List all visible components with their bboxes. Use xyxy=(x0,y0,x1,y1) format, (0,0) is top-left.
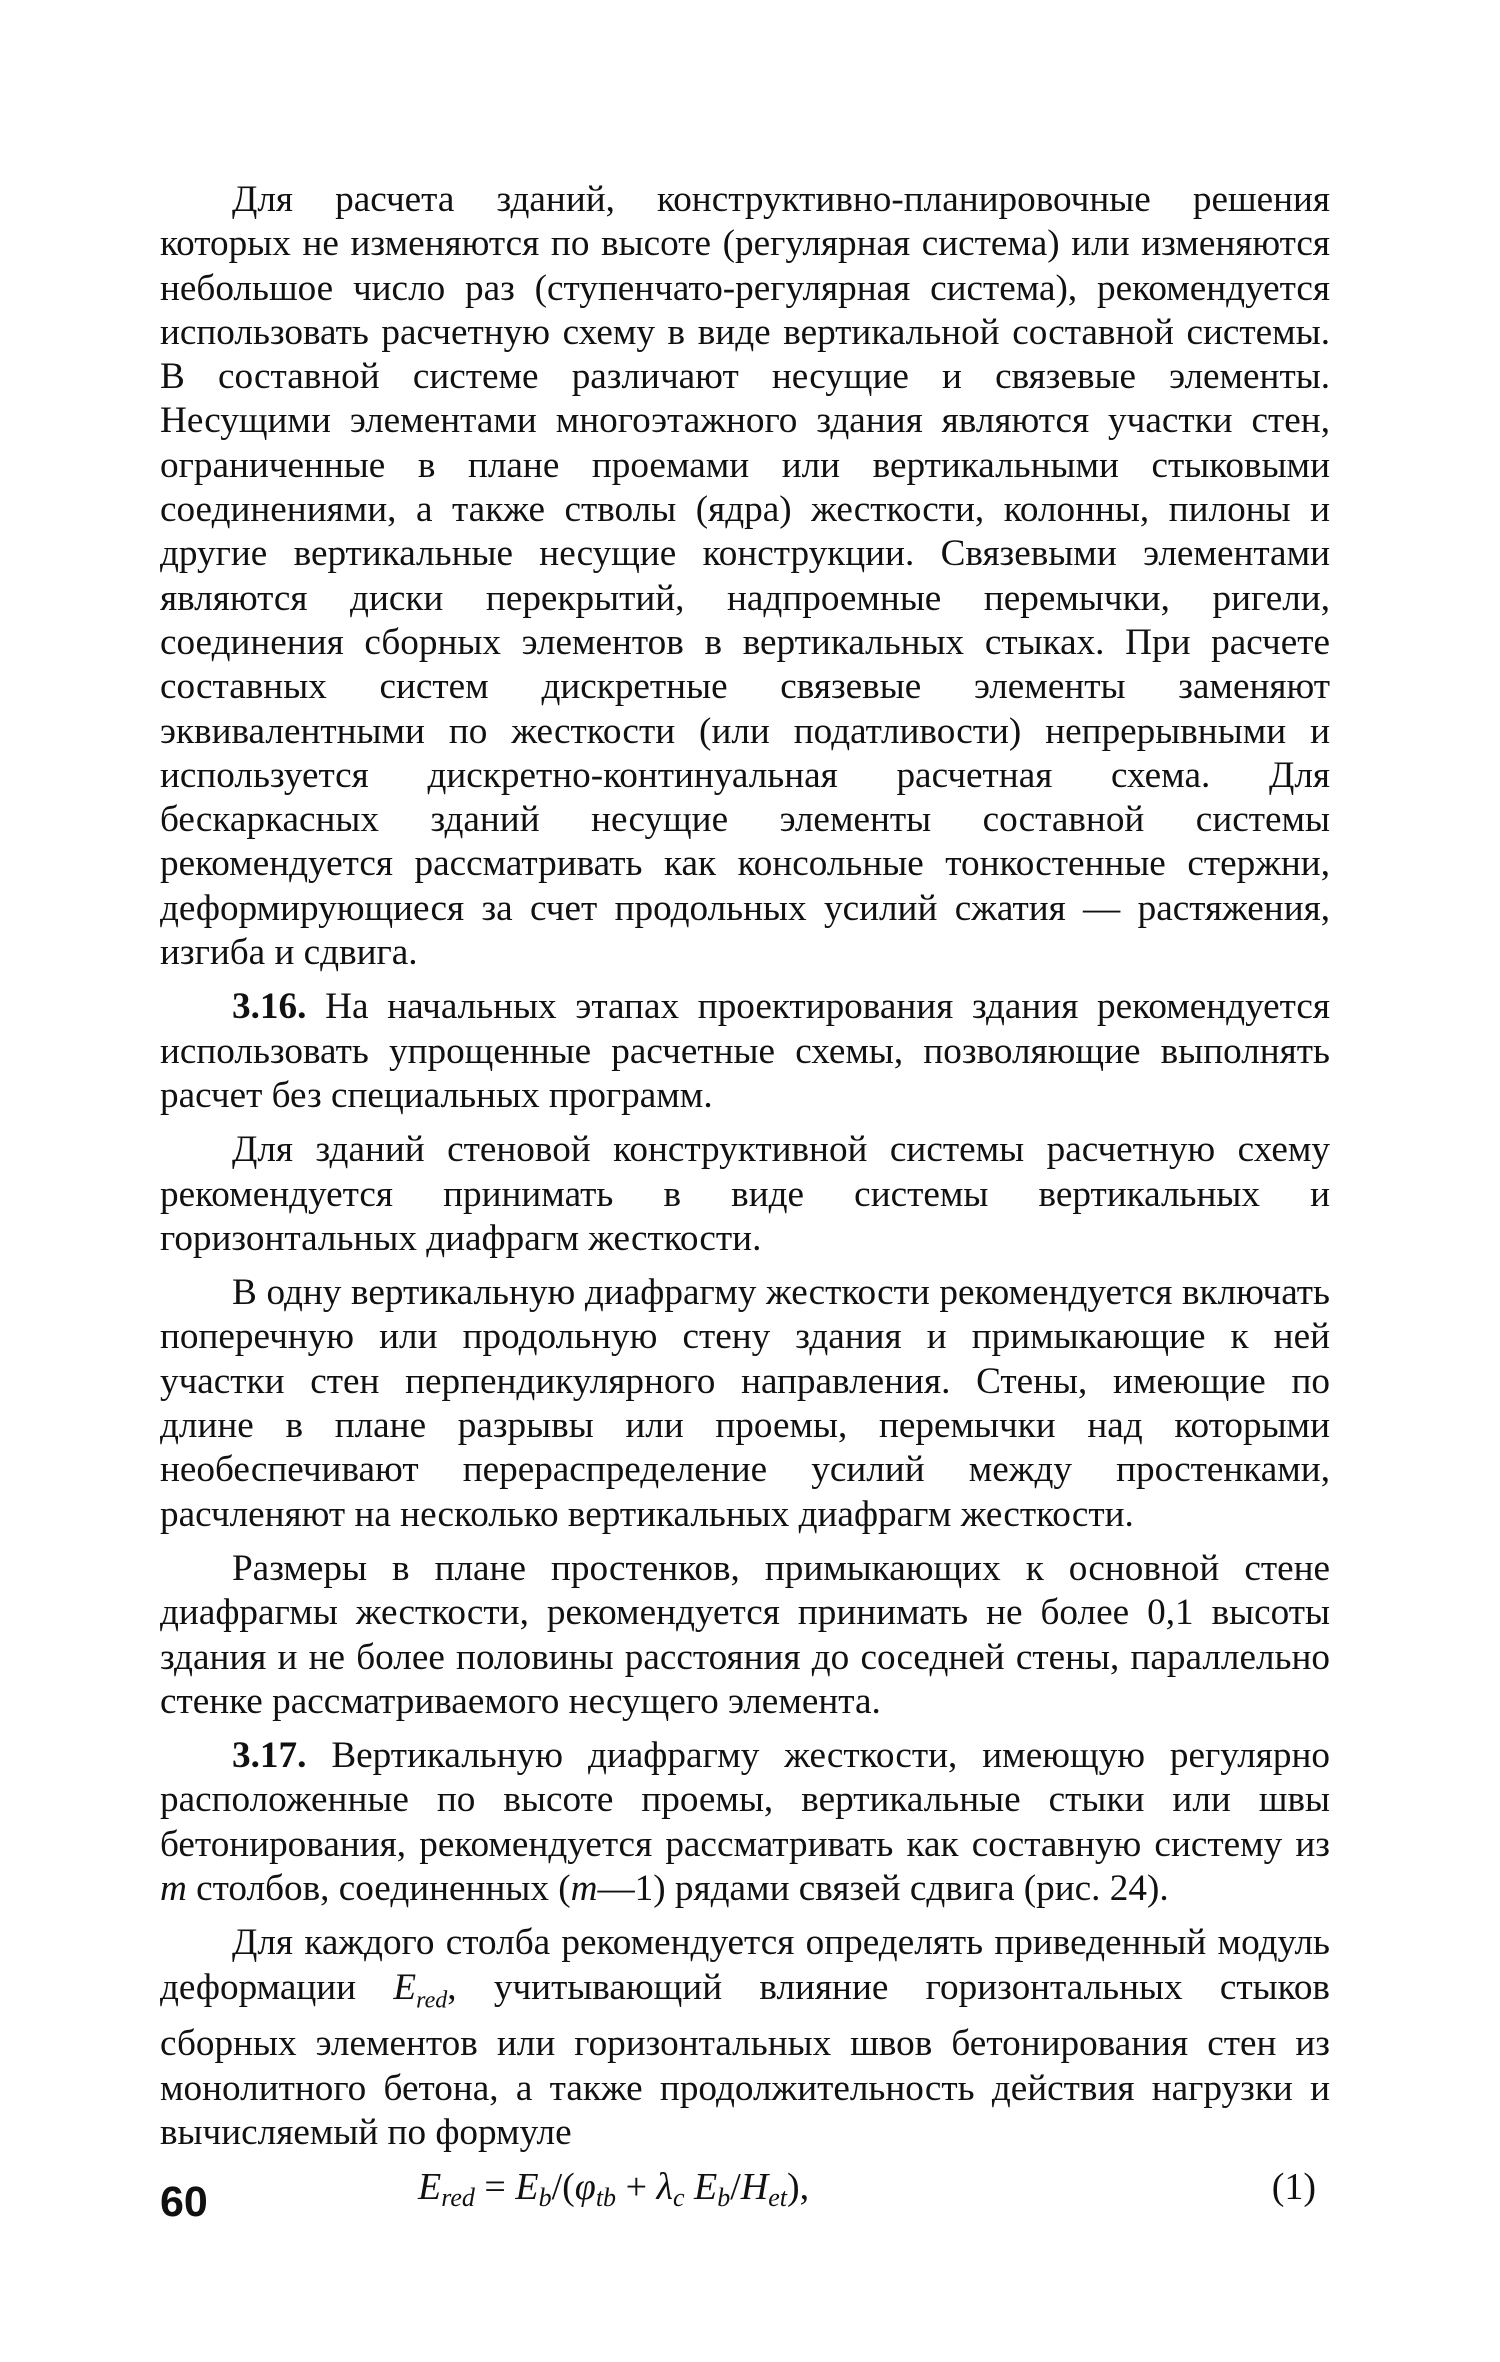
formula-row xyxy=(160,2161,1330,2219)
equation-number: (1) xyxy=(1271,2166,1316,2209)
page-body xyxy=(160,178,1330,2219)
paragraph-vertical-diaphragm: В одну вертикальную диафрагму жесткости рекомендуется включать поперечную или продольную стену здания и примыкающие к ней участки стен перпендикулярного направления. Стены, имеющие по длине в плане разрывы или проемы, перемычки над которыми необеспечивают перераспределение усилий между простенками, расчленяют на несколько вертикальных диафрагм жесткости. xyxy=(160,1272,1330,1535)
paragraph-computational-scheme: Для расчета зданий, конструктивно-планировочные решения которых не изменяются по высоте (регулярная система) или изменяются небольшое число раз (ступенчато-регулярная система), рекомендуется использовать расчетную схему в виде вертикальной составной системы. В составной системе различают несущие и связевые элементы. Несущими элементами многоэтажного здания являются участки стен, ограниченные в плане проемами или вертикальными стыковыми соединениями, а также стволы (ядра) жесткости, колонны, пилоны и другие вертикальные несущие конструкции. Связевыми элементами являются диски перекрытий, надпроемные перемычки, ригели, соединения сборных элементов в вертикальных стыках. При расчете составных систем дискретные связевые элементы заменяют эквивалентными по жесткости (или податливости) непрерывными и используется дискретно-континуальная расчетная схема. Для бескаркасных зданий несущие элементы составной системы рекомендуется рассматривать как консольные тонкостенные стержни, деформирующиеся за счет продольных усилий сжатия — растяжения, изгиба и сдвига. xyxy=(160,179,1330,974)
paragraph-reduced-modulus-text-b: , учитывающий влияние горизонтальных стыков сборных элементов или горизонтальных швов бетонирования стен из монолитного бетона, а также продолжительность действия нагрузки и вычисляемый по формуле xyxy=(160,1966,1330,2153)
paragraph-pier-dimensions: Размеры в плане простенков, примыкающих к основной стене диафрагмы жесткости, рекомендуется принимать не более 0,1 высоты здания и не более половины расстояния до соседней стены, параллельно стенке рассматриваемого несущего элемента. xyxy=(160,1547,1330,1722)
variable-e-red: $E_{red}$ xyxy=(393,1966,448,2014)
paragraph-reduced-modulus xyxy=(160,1921,1330,2155)
formula-e-red: $E_{red} = E_b/(\varphi_{tb} + \lambda_c$ $E_b/H_{et}$), xyxy=(418,2166,810,2213)
paragraph-reduced-modulus-text-a: Для каждого столба рекомендуется определять приведенный модуль деформации xyxy=(160,1922,1330,2008)
paragraph-3-17-text-a: Вертикальную диафрагму жесткости, имеющую регулярно расположенные по высоте проемы, вертикальные стыки или швы бетонирования, рекомендуется рассматривать как составную систему из xyxy=(160,1735,1330,1865)
variable-m: m xyxy=(160,1867,187,1909)
page-number: 60 xyxy=(160,2178,208,2226)
paragraph-3-17-text-c: —1) рядами связей сдвига (рис. 24). xyxy=(597,1867,1169,1909)
section-number-3-16: 3.16. xyxy=(232,986,307,1028)
paragraph-3-17-text-b: столбов, соединенных ( xyxy=(186,1867,571,1909)
section-number-3-17: 3.17. xyxy=(232,1735,307,1777)
variable-m-2: m xyxy=(570,1867,598,1909)
paragraph-3-17 xyxy=(160,1734,1330,1911)
paragraph-wall-system-scheme: Для зданий стеновой конструктивной системы расчетную схему рекомендуется принимать в виде системы вертикальных и горизонтальных диафрагм жесткости. xyxy=(160,1129,1330,1259)
paragraph-3-16 xyxy=(160,985,1330,1118)
paragraph-3-16-text: На начальных этапах проектирования здания рекомендуется использовать упрощенные расчетные схемы, позволяющие выполнять расчет без специальных программ. xyxy=(160,986,1330,1116)
